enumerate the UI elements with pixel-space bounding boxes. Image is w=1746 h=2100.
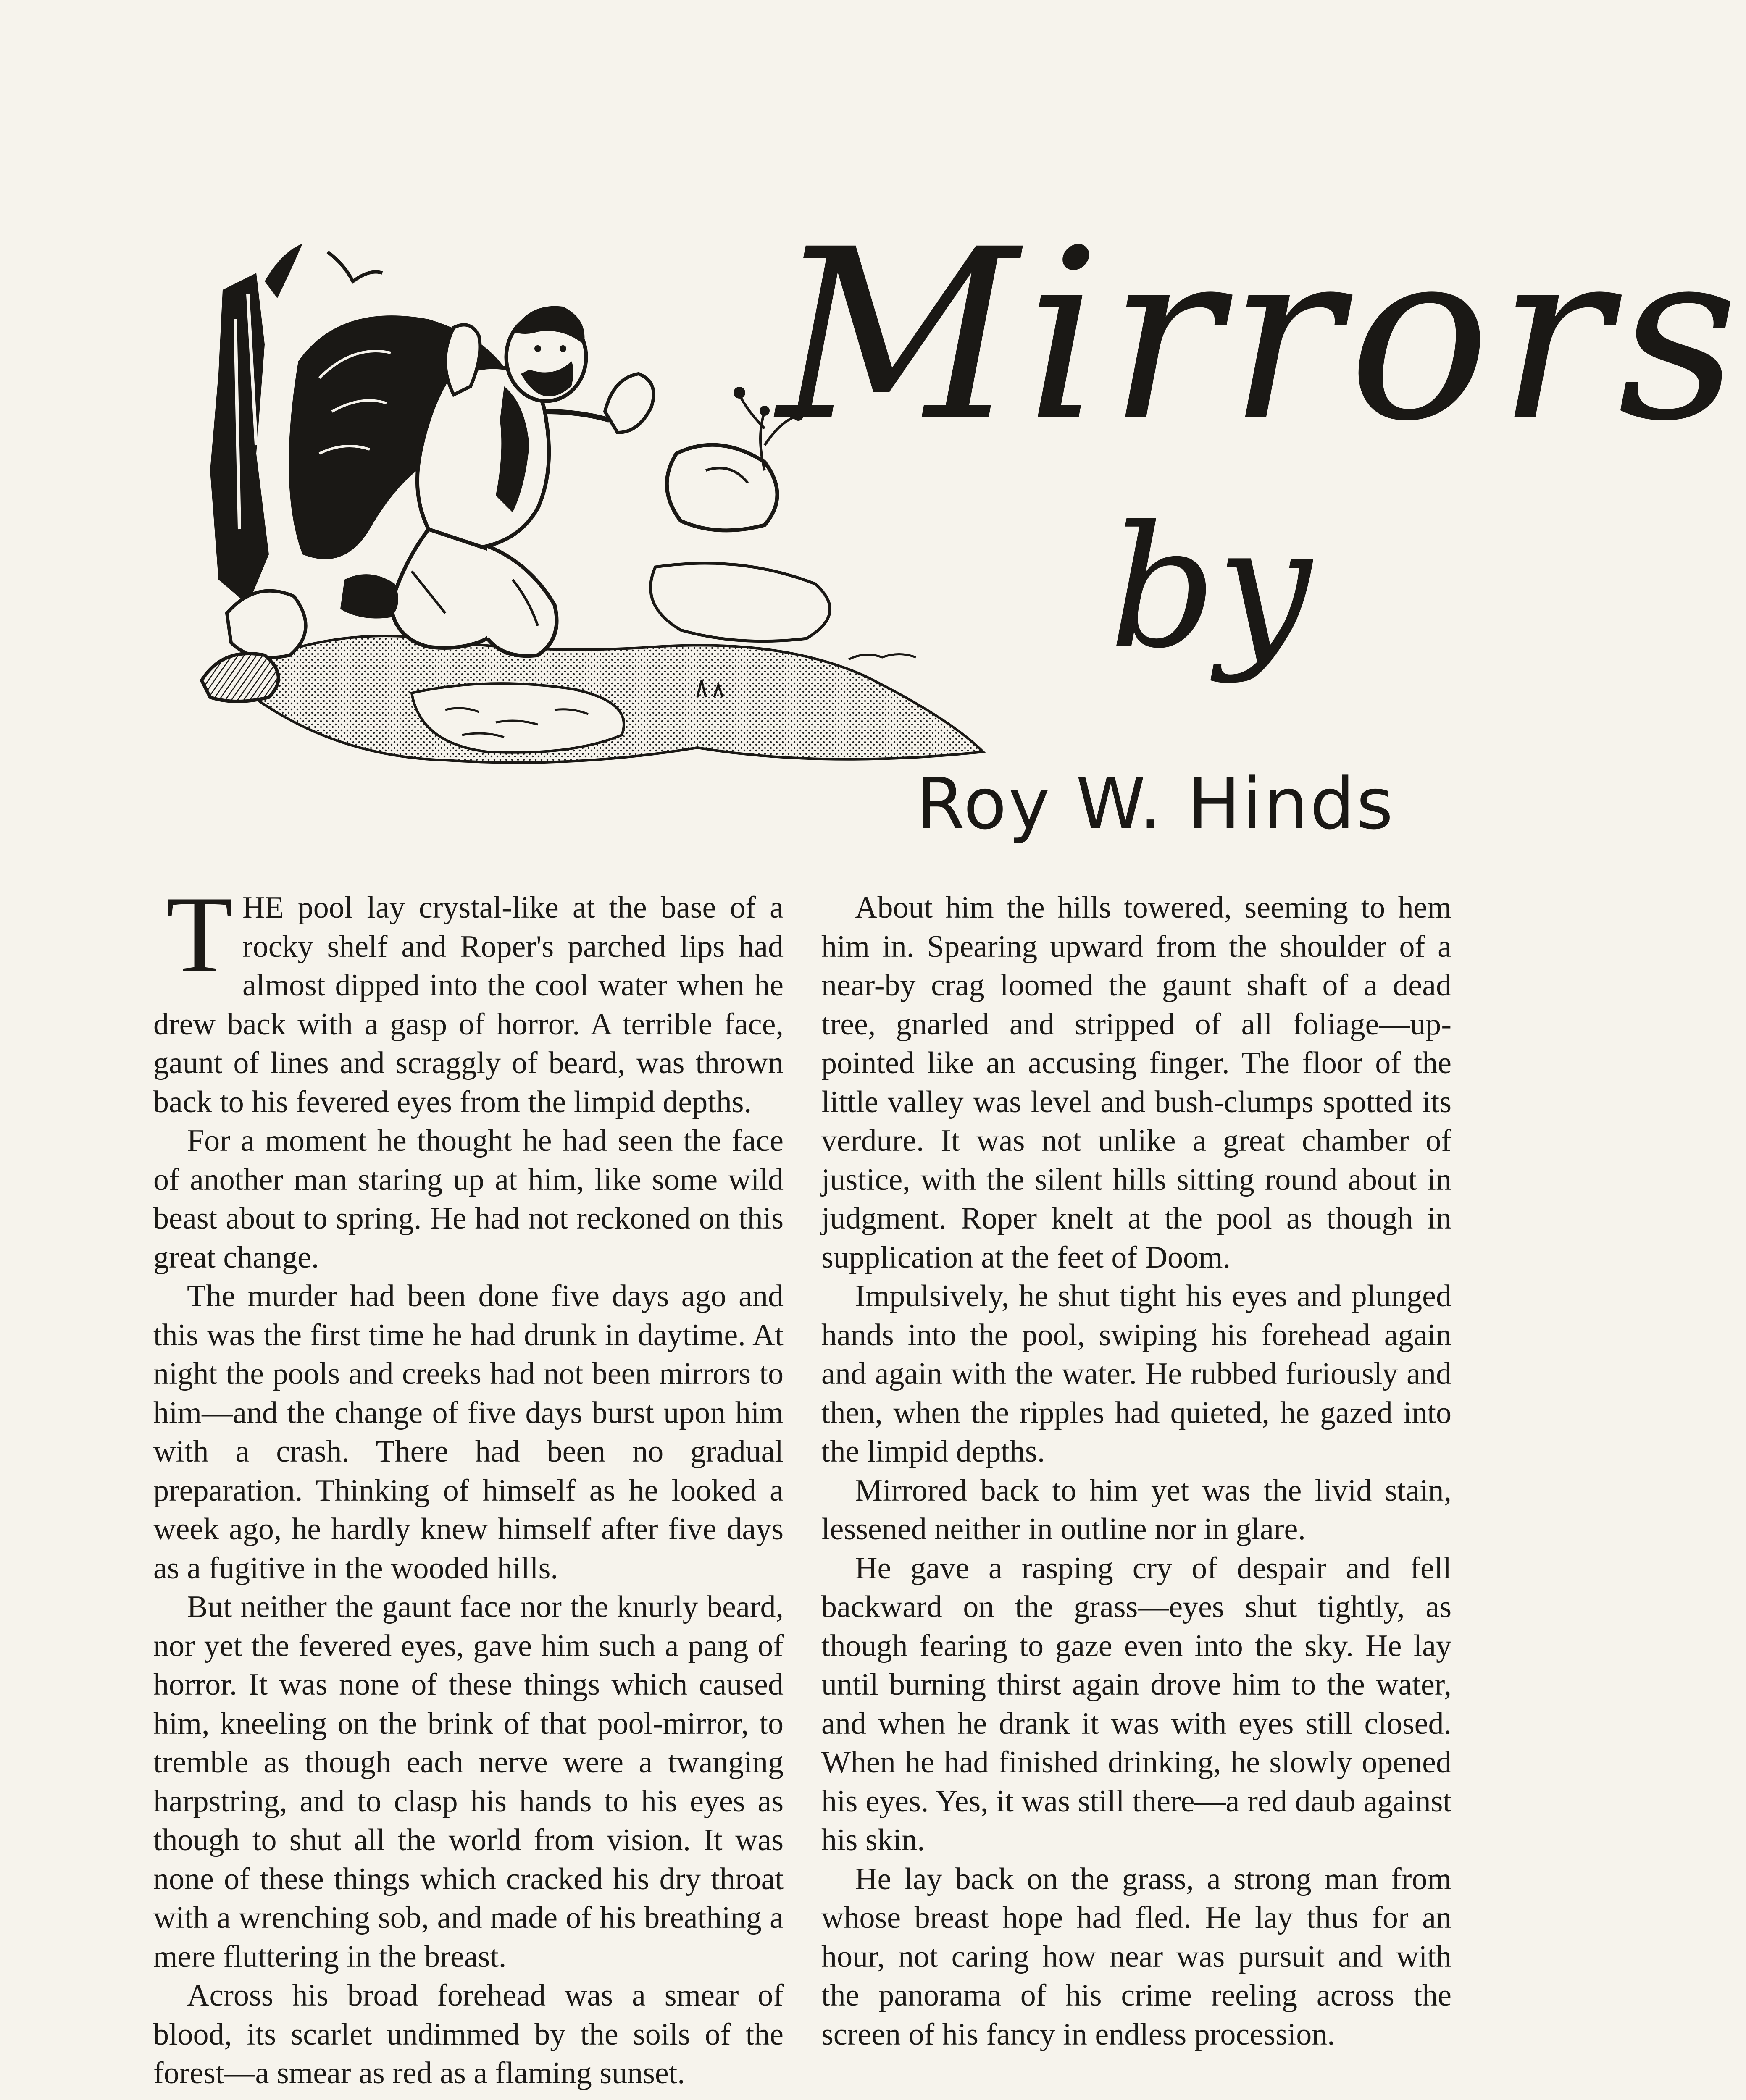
- right-column: [821, 888, 1451, 2054]
- paragraph: For a moment he thought he had seen the face of another man staring up at him, like some wild beast about to spring. He had not reckoned on this great change.: [153, 1124, 784, 1275]
- byline: by: [1109, 490, 1312, 685]
- paragraph: Mirrored back to him yet was the livid stain, lessened neither in outline nor in glare.: [821, 1473, 1451, 1546]
- paragraph-text: HE pool lay crystal-like at the base of a rocky shelf and Roper's parched lips had almost dipped into the cool water when he drew back with a gasp of horror. A terrible face, gaunt of lines and scraggly of beard, was thrown back to his fevered eyes from the limpid depths.: [153, 890, 784, 1119]
- paragraph: About him the hills towered, seeming to hem him in. Spearing upward from the shoulder of a near-by crag loomed the gaunt shaft of a dead tree, gnarled and stripped of all foliage—up-pointed like an accusing finger. The floor of the little valley was level and bush-clumps spotted its verdure. It was not unlike a great chamber of justice, with the silent hills sitting round about in judgment. Roper knelt at the pool as though in supplication at the feet of Doom.: [821, 890, 1451, 1275]
- paragraph: Across his broad forehead was a smear of blood, its scarlet undimmed by the soils of the forest—a smear as red as a flaming sunset.: [153, 1978, 784, 2090]
- paragraph: Impulsively, he shut tight his eyes and plunged hands into the pool, swiping his forehead again and again with the water. He rubbed furiously and then, when the ripples had quieted, he gazed into the limpid depths.: [821, 1279, 1451, 1469]
- left-column: [153, 874, 784, 2093]
- paragraph: The murder had been done five days ago and this was the first time he had drunk in daytime. At night the pools and creeks had not been mirrors to him—and the change of five days burst upon him with a crash. There had been no gradual preparation. Thinking of himself as he looked a week ago, he hardly knew himself after five days as a fugitive in the wooded hills.: [153, 1279, 784, 1586]
- paragraph: [153, 874, 784, 1121]
- author-name: Roy W. Hinds: [916, 763, 1395, 845]
- drop-cap: T: [166, 874, 234, 995]
- story-title: Mirrors: [777, 199, 1746, 473]
- paragraph: He lay back on the grass, a strong man from whose breast hope had fled. He lay thus for an hour, not caring how near was pursuit and with the panorama of his crime reeling across the screen of his fancy in endless procession.: [821, 1861, 1451, 2052]
- paragraph: He gave a rasping cry of despair and fell backward on the grass—eyes shut tightly, as though fearing to gaze even into the sky. He lay until burning thirst again drove him to the water, and when he drank it was with eyes still closed. When he had finished drinking, he slowly opened his eyes. Yes, it was still there—a red daub against his skin.: [821, 1551, 1451, 1857]
- paragraph: But neither the gaunt face nor the knurly beard, nor yet the fevered eyes, gave him such a pang of horror. It was none of these things which caused him, kneeling on the brink of that pool-mirror, to tremble as though each nerve were a twanging harpstring, and to clasp his hands to his eyes as though to shut all the world from vision. It was none of these things which cracked his dry throat with a wrenching sob, and made of his breathing a mere fluttering in the breast.: [153, 1590, 784, 1974]
